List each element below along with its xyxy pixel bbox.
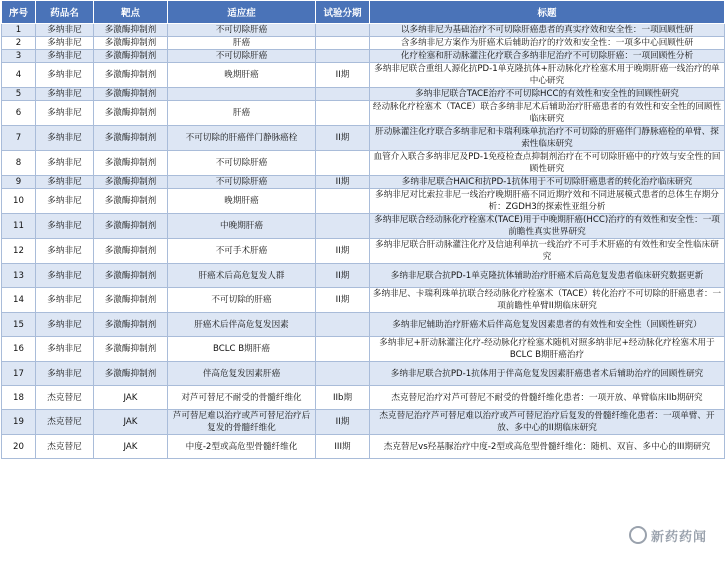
cell-phase (316, 362, 370, 386)
cell-no: 5 (2, 88, 36, 101)
cell-phase: II期 (316, 288, 370, 313)
header-row (2, 1, 725, 24)
cell-title: 多纳非尼联合TACE治疗不可切除HCC的有效性和安全性的回顾性研究 (370, 88, 725, 101)
table-row (2, 63, 725, 88)
cell-target: 多激酶抑制剂 (94, 214, 168, 239)
cell-target: 多激酶抑制剂 (94, 126, 168, 151)
table-row (2, 288, 725, 313)
cell-title: 多纳非尼辅助治疗肝癌术后伴高危复发因素患者的有效性和安全性（回顾性研究） (370, 313, 725, 337)
cell-indication: 不可切除肝癌 (168, 151, 316, 176)
cell-drug: 多纳非尼 (36, 151, 94, 176)
cell-drug: 多纳非尼 (36, 88, 94, 101)
cell-phase (316, 37, 370, 50)
cell-title: 多纳非尼+肝动脉灌注化疗-经动脉化疗栓塞术随机对照多纳非尼+经动脉化疗栓塞术用于BCLC B期肝癌治疗 (370, 337, 725, 362)
cell-phase: II期 (316, 410, 370, 435)
cell-indication: 对芦可替尼不耐受的骨髓纤维化 (168, 386, 316, 410)
cell-indication: 伴高危复发因素肝癌 (168, 362, 316, 386)
cell-title: 多纳非尼联合经动脉化疗栓塞术(TACE)用于中晚期肝癌(HCC)治疗的有效性和安全性：一项前瞻性真实世界研究 (370, 214, 725, 239)
cell-no: 1 (2, 24, 36, 37)
cell-drug: 多纳非尼 (36, 239, 94, 264)
table-body (2, 24, 725, 459)
cell-no: 17 (2, 362, 36, 386)
cell-target: 多激酶抑制剂 (94, 24, 168, 37)
col-header-target: 靶点 (94, 1, 168, 24)
cell-title: 多纳非尼对比索拉非尼一线治疗晚期肝癌不同近期疗效和不同进展模式患者的总体生存期分析：ZGDH3的探索性亚组分析 (370, 189, 725, 214)
cell-phase (316, 214, 370, 239)
cell-drug: 多纳非尼 (36, 24, 94, 37)
cell-drug: 多纳非尼 (36, 264, 94, 288)
cell-indication: 晚期肝癌 (168, 63, 316, 88)
cell-title: 杰克替尼治疗对芦可替尼不耐受的骨髓纤维化患者：一项开放、单臂临床IIb期研究 (370, 386, 725, 410)
cell-drug: 多纳非尼 (36, 288, 94, 313)
cell-phase (316, 50, 370, 63)
cell-no: 10 (2, 189, 36, 214)
cell-target: 多激酶抑制剂 (94, 239, 168, 264)
table-row (2, 410, 725, 435)
cell-indication: 肝癌术后伴高危复发因素 (168, 313, 316, 337)
cell-drug: 杰克替尼 (36, 435, 94, 459)
cell-no: 19 (2, 410, 36, 435)
table-row (2, 88, 725, 101)
cell-phase: II期 (316, 239, 370, 264)
cell-drug: 多纳非尼 (36, 313, 94, 337)
cell-indication: 肝癌术后高危复发人群 (168, 264, 316, 288)
cell-title: 含多纳非尼方案作为肝癌术后辅助治疗的疗效和安全性：一项多中心回顾性研 (370, 37, 725, 50)
cell-drug: 多纳非尼 (36, 337, 94, 362)
table-row (2, 24, 725, 37)
cell-drug: 多纳非尼 (36, 126, 94, 151)
cell-no: 9 (2, 176, 36, 189)
table-row (2, 151, 725, 176)
cell-no: 12 (2, 239, 36, 264)
cell-no: 2 (2, 37, 36, 50)
cell-drug: 杰克替尼 (36, 386, 94, 410)
col-header-phase: 试验分期 (316, 1, 370, 24)
cell-target: 多激酶抑制剂 (94, 189, 168, 214)
table-row (2, 239, 725, 264)
cell-drug: 多纳非尼 (36, 63, 94, 88)
cell-indication: 中晚期肝癌 (168, 214, 316, 239)
cell-drug: 多纳非尼 (36, 362, 94, 386)
cell-title: 经动脉化疗栓塞术（TACE）联合多纳非尼术后辅助治疗肝癌患者的有效性和安全性的回顾性临床研究 (370, 101, 725, 126)
trial-table (1, 0, 725, 459)
cell-indication: BCLC B期肝癌 (168, 337, 316, 362)
cell-indication: 不可切除肝癌 (168, 176, 316, 189)
cell-drug: 多纳非尼 (36, 176, 94, 189)
cell-target: 多激酶抑制剂 (94, 313, 168, 337)
cell-indication: 不可切除肝癌 (168, 24, 316, 37)
cell-indication: 芦可替尼难以治疗或芦可替尼治疗后复发的骨髓纤维化 (168, 410, 316, 435)
table-row (2, 37, 725, 50)
table-row (2, 386, 725, 410)
col-header-title: 标题 (370, 1, 725, 24)
table-row (2, 313, 725, 337)
cell-indication: 中度-2型或高危型骨髓纤维化 (168, 435, 316, 459)
table-row (2, 126, 725, 151)
cell-no: 7 (2, 126, 36, 151)
cell-indication: 不可切除肝癌 (168, 50, 316, 63)
cell-target: 多激酶抑制剂 (94, 37, 168, 50)
table-row (2, 214, 725, 239)
cell-title: 多纳非尼联合重组人源化抗PD-1单克隆抗体+肝动脉化疗栓塞术用于晚期肝癌一线治疗的单中心研究 (370, 63, 725, 88)
col-header-drug: 药品名 (36, 1, 94, 24)
cell-drug: 杰克替尼 (36, 410, 94, 435)
cell-phase (316, 151, 370, 176)
cell-phase: II期 (316, 264, 370, 288)
cell-target: 多激酶抑制剂 (94, 63, 168, 88)
cell-no: 8 (2, 151, 36, 176)
cell-drug: 多纳非尼 (36, 50, 94, 63)
cell-phase (316, 313, 370, 337)
cell-target: 多激酶抑制剂 (94, 151, 168, 176)
cell-target: JAK (94, 410, 168, 435)
cell-target: 多激酶抑制剂 (94, 176, 168, 189)
cell-indication: 晚期肝癌 (168, 189, 316, 214)
table-row (2, 435, 725, 459)
cell-title: 杰克替尼治疗芦可替尼难以治疗或芦可替尼治疗后复发的骨髓纤维化患者：一项单臂、开放、多中心的II期临床研究 (370, 410, 725, 435)
cell-target: 多激酶抑制剂 (94, 362, 168, 386)
cell-target: 多激酶抑制剂 (94, 101, 168, 126)
cell-phase: III期 (316, 435, 370, 459)
cell-indication (168, 88, 316, 101)
cell-title: 杰克替尼vs羟基脲治疗中度-2型或高危型骨髓纤维化：随机、双盲、多中心的III期研究 (370, 435, 725, 459)
cell-phase (316, 337, 370, 362)
watermark (629, 526, 707, 545)
watermark-text: 新药药闻 (650, 530, 707, 545)
cell-drug: 多纳非尼 (36, 189, 94, 214)
cell-target: 多激酶抑制剂 (94, 288, 168, 313)
cell-phase: II期 (316, 176, 370, 189)
cell-no: 3 (2, 50, 36, 63)
cell-phase (316, 24, 370, 37)
cell-title: 以多纳非尼为基础治疗不可切除肝癌患者的真实疗效和安全性：一项回顾性研 (370, 24, 725, 37)
cell-phase (316, 101, 370, 126)
cell-drug: 多纳非尼 (36, 101, 94, 126)
cell-no: 13 (2, 264, 36, 288)
cell-no: 20 (2, 435, 36, 459)
cell-phase (316, 88, 370, 101)
table-row (2, 362, 725, 386)
cell-no: 11 (2, 214, 36, 239)
table-row (2, 264, 725, 288)
cell-title: 血管介入联合多纳非尼及PD-1免疫检查点抑制剂治疗在不可切除肝癌中的疗效与安全性的回顾性研究 (370, 151, 725, 176)
table-row (2, 50, 725, 63)
cell-indication: 肝癌 (168, 101, 316, 126)
cell-target: 多激酶抑制剂 (94, 264, 168, 288)
cell-title: 多纳非尼联合抗PD-1单克隆抗体辅助治疗肝癌术后高危复发患者临床研究数据更新 (370, 264, 725, 288)
cell-no: 18 (2, 386, 36, 410)
cell-indication: 不可手术肝癌 (168, 239, 316, 264)
cell-phase: II期 (316, 126, 370, 151)
cell-no: 15 (2, 313, 36, 337)
cell-phase: IIb期 (316, 386, 370, 410)
cell-target: JAK (94, 386, 168, 410)
cell-title: 多纳非尼联合肝动脉灌注化疗及信迪利单抗一线治疗不可手术肝癌的有效性和安全性临床研究 (370, 239, 725, 264)
cell-title: 化疗栓塞和肝动脉灌注化疗联合多纳非尼治疗不可切除肝癌：一项回顾性分析 (370, 50, 725, 63)
col-header-no: 序号 (2, 1, 36, 24)
cell-phase (316, 189, 370, 214)
table-row (2, 101, 725, 126)
col-header-indication: 适应症 (168, 1, 316, 24)
cell-no: 16 (2, 337, 36, 362)
cell-no: 4 (2, 63, 36, 88)
table-row (2, 189, 725, 214)
cell-no: 6 (2, 101, 36, 126)
cell-indication: 肝癌 (168, 37, 316, 50)
cell-no: 14 (2, 288, 36, 313)
cell-target: 多激酶抑制剂 (94, 88, 168, 101)
cell-indication: 不可切除的肝癌 (168, 288, 316, 313)
cell-title: 多纳非尼联合HAIC和抗PD-1抗体用于不可切除肝癌患者的转化治疗临床研究 (370, 176, 725, 189)
cell-drug: 多纳非尼 (36, 37, 94, 50)
table-row (2, 176, 725, 189)
wechat-icon (629, 526, 647, 544)
cell-title: 肝动脉灌注化疗联合多纳非尼和卡瑞利珠单抗治疗不可切除的肝癌伴门静脉癌栓的单臂、探索性临床研究 (370, 126, 725, 151)
cell-phase: II期 (316, 63, 370, 88)
table-row (2, 337, 725, 362)
cell-indication: 不可切除的肝癌伴门静脉癌栓 (168, 126, 316, 151)
cell-target: JAK (94, 435, 168, 459)
cell-title: 多纳非尼、卡瑞利珠单抗联合经动脉化疗栓塞术（TACE）转化治疗不可切除的肝癌患者：一项前瞻性单臂II期临床研究 (370, 288, 725, 313)
cell-target: 多激酶抑制剂 (94, 50, 168, 63)
cell-title: 多纳非尼联合抗PD-1抗体用于伴高危复发因素肝癌患者术后辅助治疗的回顾性研究 (370, 362, 725, 386)
cell-target: 多激酶抑制剂 (94, 337, 168, 362)
cell-drug: 多纳非尼 (36, 214, 94, 239)
